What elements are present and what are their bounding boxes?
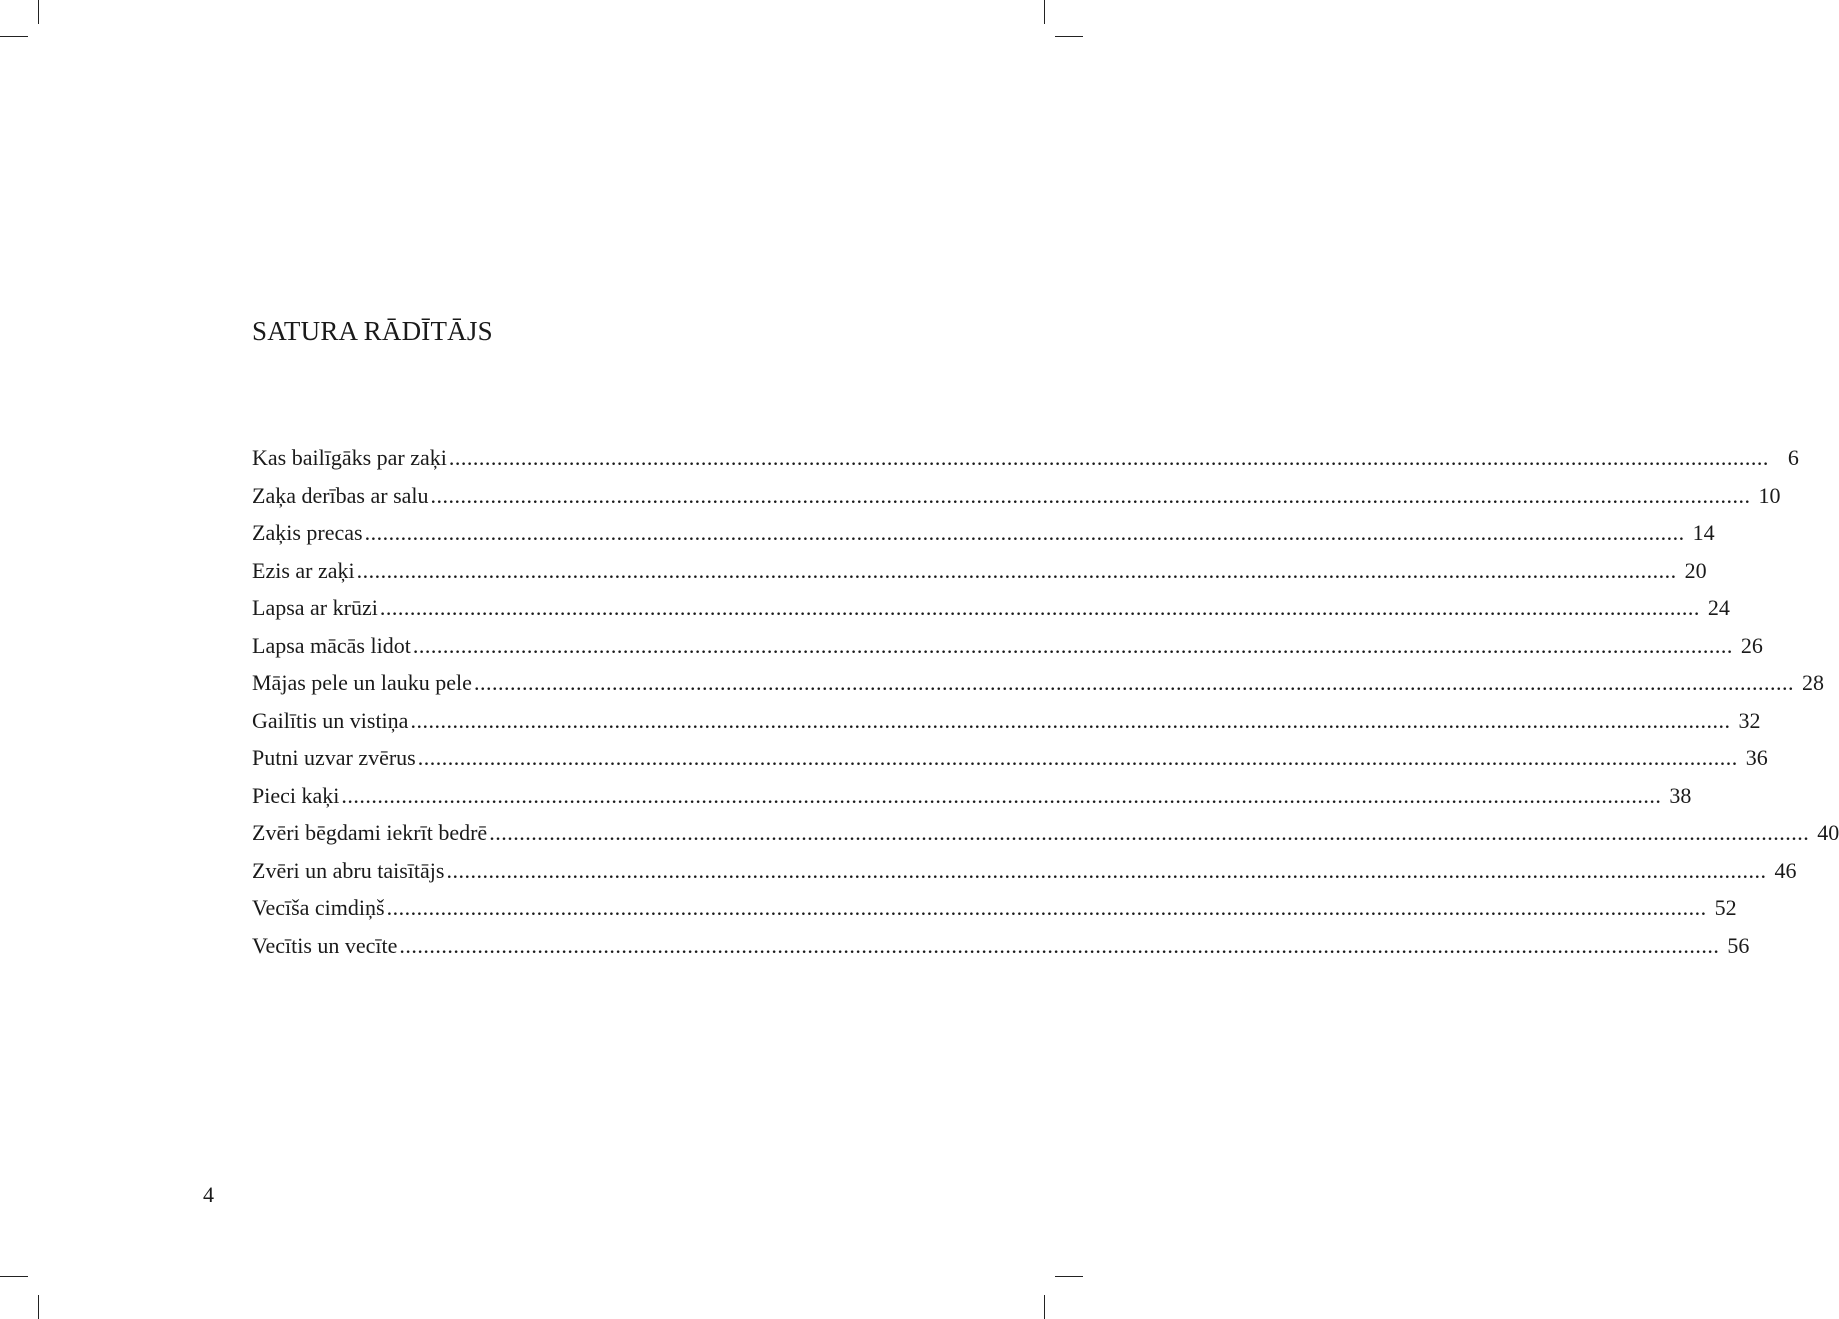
toc-leader-dots: ............................................................................................................................................................................................................................: [417, 745, 1738, 770]
toc-entry-page: 32: [1738, 707, 1761, 733]
toc-leader-dots: ............................................................................................................................................................................................................................: [379, 595, 1700, 620]
toc-entry: [252, 852, 1797, 890]
toc-leader-dots: ............................................................................................................................................................................................................................: [430, 482, 1751, 508]
crop-mark-bottom-left-vertical: [38, 1295, 39, 1319]
toc-entry-title: Mājas pele un lauku pele: [252, 670, 472, 695]
toc-entry-title: Kas bailīgāks par zaķi: [252, 445, 447, 470]
toc-entry-page: 28: [1801, 670, 1824, 695]
crop-mark-top-right-horizontal: [1055, 36, 1083, 37]
page-number: 4: [203, 1182, 214, 1207]
toc-entry-title: Zvēri bēgdami iekrīt bedrē: [252, 820, 488, 845]
toc-entry: [252, 439, 1799, 477]
toc-leader-dots: ............................................................................................................................................................................................................................: [341, 782, 1662, 808]
toc-entry: [252, 927, 1750, 965]
toc-entry-title: Zvēri un abru taisītājs: [252, 857, 445, 883]
toc-entry-title: Zaķa derības ar salu: [252, 482, 429, 508]
toc-entry-page: 20: [1684, 557, 1707, 583]
toc-entry-title: Putni uzvar zvērus: [252, 745, 416, 770]
toc-entry-page: 24: [1707, 595, 1730, 620]
toc-entry-page: 46: [1774, 857, 1797, 883]
toc-entry: [252, 664, 1824, 702]
toc-leader-dots: ............................................................................................................................................................................................................................: [448, 445, 1769, 470]
crop-mark-top-right-vertical: [1044, 0, 1045, 24]
toc-entry: [252, 627, 1763, 665]
crop-mark-bottom-left-horizontal: [0, 1276, 28, 1277]
toc-leader-dots: ............................................................................................................................................................................................................................: [489, 820, 1810, 845]
toc-entry-title: Lapsa mācās lidot: [252, 632, 411, 658]
toc-entry-page: 36: [1745, 745, 1768, 770]
toc-heading: SATURA RĀDĪTĀJS: [252, 316, 493, 346]
toc-entry: [252, 514, 1715, 552]
toc-entry: [252, 702, 1761, 740]
toc-entry: [252, 477, 1781, 515]
toc-entry-page: 52: [1714, 895, 1737, 920]
toc-entry-title: Vecīša cimdiņš: [252, 895, 385, 920]
crop-mark-bottom-right-horizontal: [1055, 1276, 1083, 1277]
toc-entry-page: 56: [1727, 932, 1750, 958]
crop-mark-bottom-right-vertical: [1044, 1295, 1045, 1319]
toc-entry-title: Lapsa ar krūzi: [252, 595, 378, 620]
toc-entry: [252, 814, 1839, 852]
toc-entry-title: Zaķis precas: [252, 520, 363, 545]
toc-entry-page: 10: [1758, 482, 1781, 508]
toc-entry-title: Pieci kaķi: [252, 782, 340, 808]
toc-leader-dots: ............................................................................................................................................................................................................................: [386, 895, 1707, 920]
toc-leader-dots: ............................................................................................................................................................................................................................: [356, 557, 1677, 583]
toc-entry-page: 6: [1787, 445, 1799, 470]
toc-entry-page: 38: [1669, 782, 1692, 808]
toc-leader-dots: ............................................................................................................................................................................................................................: [473, 670, 1794, 695]
toc-entry-page: 40: [1817, 820, 1839, 845]
toc-entry-title: Ezis ar zaķi: [252, 557, 355, 583]
toc-entry: [252, 552, 1707, 590]
crop-mark-top-left-vertical: [38, 0, 39, 24]
toc-leader-dots: ............................................................................................................................................................................................................................: [364, 520, 1685, 545]
toc-entry-title: Vecītis un vecīte: [252, 932, 398, 958]
toc-entry: [252, 589, 1730, 627]
toc-entry-title: Gailītis un vistiņa: [252, 707, 409, 733]
toc-entry: [252, 889, 1737, 927]
toc-entry: [252, 777, 1692, 815]
toc-entry-page: 26: [1740, 632, 1763, 658]
toc-leader-dots: ............................................................................................................................................................................................................................: [410, 707, 1731, 733]
toc-leader-dots: ............................................................................................................................................................................................................................: [412, 632, 1733, 658]
toc-entry-page: 14: [1692, 520, 1715, 545]
toc-leader-dots: ............................................................................................................................................................................................................................: [446, 857, 1767, 883]
toc-entry: [252, 739, 1768, 777]
crop-mark-top-left-horizontal: [0, 36, 28, 37]
toc-leader-dots: ............................................................................................................................................................................................................................: [399, 932, 1720, 958]
toc-list: [252, 439, 1839, 964]
